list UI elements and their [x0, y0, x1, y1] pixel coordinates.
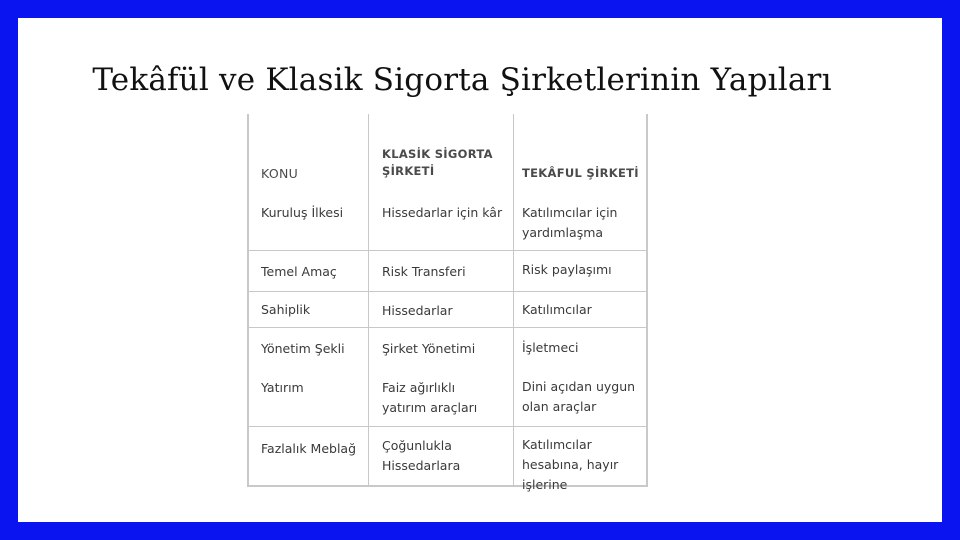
- table-row-divider: [249, 426, 646, 427]
- table-cell: Kuruluş İlkesi: [261, 205, 344, 220]
- table-cell: Katılımcılar: [522, 302, 592, 317]
- table-cell: Yatırım: [261, 380, 304, 395]
- table-cell: Risk Transferi: [382, 264, 466, 279]
- header-klasik-sigorta: KLASİK SİGORTA ŞİRKETİ: [382, 147, 493, 178]
- table-cell: Faiz ağırlıklı yatırım araçları: [382, 380, 478, 415]
- table-column-divider: [513, 114, 514, 485]
- table-cell: İşletmeci: [522, 340, 579, 355]
- table-cell: Çoğunlukla Hissedarlara: [382, 438, 461, 473]
- table-cell: Hissedarlar: [382, 303, 453, 318]
- table-cell: Risk paylaşımı: [522, 262, 612, 277]
- table-cell: Şirket Yönetimi: [382, 341, 476, 356]
- table-row-divider: [249, 291, 646, 292]
- table-cell: Yönetim Şekli: [261, 341, 345, 356]
- table-cell: Hissedarlar için kâr: [382, 205, 503, 220]
- table-row-divider: [249, 250, 646, 251]
- slide-title: Tekâfül ve Klasik Sigorta Şirketlerinin Yapıları: [92, 62, 832, 98]
- comparison-table: [247, 114, 648, 492]
- table-cell: Katılımcılar için yardımlaşma: [522, 205, 618, 240]
- table-cell: Temel Amaç: [261, 264, 337, 279]
- table-cell: Katılımcılar hesabına, hayır işlerine: [522, 437, 619, 492]
- header-konu: KONU: [261, 166, 299, 181]
- table-cell: Dini açıdan uygun olan araçlar: [522, 379, 636, 414]
- header-tekaful: TEKÂFUL ŞİRKETİ: [522, 166, 639, 180]
- table-row-divider: [249, 327, 646, 328]
- table-column-divider: [368, 114, 369, 485]
- table-cell: Fazlalık Meblağ: [261, 441, 357, 456]
- table-cell: Sahiplik: [261, 302, 311, 317]
